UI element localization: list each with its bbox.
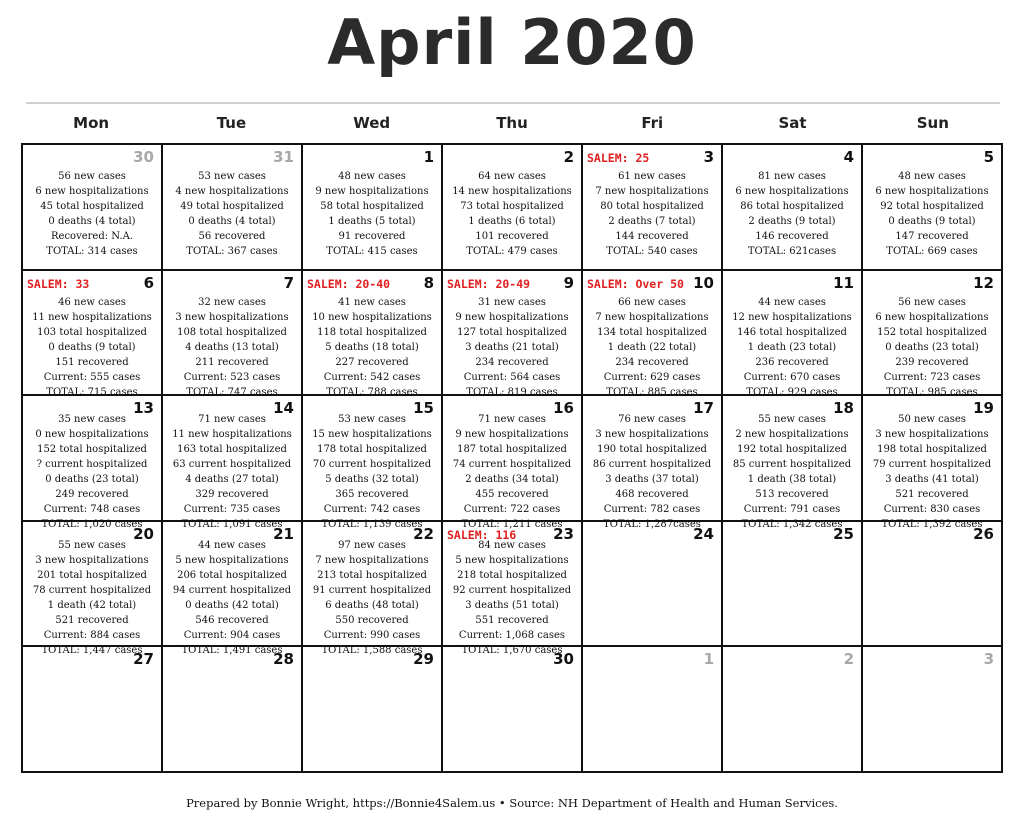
day-number: 19 [973, 399, 994, 418]
stat-line: TOTAL: 1,447 cases [41, 644, 143, 656]
stat-line: Current: 884 cases [43, 629, 141, 641]
day-number: 26 [973, 524, 994, 543]
day-cell [443, 522, 583, 656]
stat-line: 86 total hospitalized [740, 201, 844, 212]
day-stats [23, 538, 161, 658]
stat-line: 211 recovered [195, 356, 269, 368]
stat-line: Current: 555 cases [43, 371, 141, 383]
day-cell [863, 396, 1003, 531]
stat-line: 147 recovered [895, 231, 969, 242]
day-number: 30 [553, 650, 574, 669]
stat-line: 61 new cases [618, 171, 686, 182]
stat-line: 81 new cases [758, 171, 826, 182]
stat-line: 91 current hospitalized [312, 584, 432, 596]
stat-line: 6 new hospitalizations [35, 186, 149, 197]
weekday-label: Wed [353, 114, 391, 132]
day-cell [303, 522, 443, 656]
stat-line: 201 total hospitalized [37, 569, 147, 581]
stat-line: 41 new cases [338, 296, 406, 308]
stat-line: 3 new hospitalizations [595, 429, 709, 441]
stat-line: 192 total hospitalized [737, 444, 847, 456]
stat-line: 49 total hospitalized [180, 201, 284, 212]
stat-line: 7 new hospitalizations [595, 186, 709, 197]
stat-line: 152 total hospitalized [37, 444, 147, 456]
weekday-label: Thu [496, 114, 528, 132]
day-stats [583, 412, 721, 532]
stat-line: TOTAL: 747 cases [186, 386, 278, 398]
stat-line: 74 current hospitalized [452, 459, 572, 471]
stat-line: 7 new hospitalizations [595, 311, 709, 323]
stat-line: 2 new hospitalizations [735, 429, 849, 441]
day-stats [23, 295, 161, 400]
stat-line: 3 deaths (37 total) [605, 474, 699, 486]
stat-line: Current: 564 cases [463, 371, 561, 383]
stat-line: 79 current hospitalized [872, 459, 992, 471]
stat-line: 108 total hospitalized [177, 326, 287, 338]
stat-line: 70 current hospitalized [312, 459, 432, 471]
day-stats [163, 412, 301, 532]
stat-line: 152 total hospitalized [877, 326, 987, 338]
title-divider [26, 102, 1000, 104]
stat-line: 56 recovered [198, 231, 266, 242]
stat-line: 234 recovered [615, 356, 689, 368]
stat-line: TOTAL: 1,342 cases [741, 519, 843, 531]
day-number: 18 [833, 399, 854, 418]
stat-line: 80 total hospitalized [600, 201, 704, 212]
day-cell [723, 271, 863, 397]
day-cell [23, 522, 163, 656]
day-stats [443, 295, 581, 400]
stat-line: 14 new hospitalizations [452, 186, 572, 197]
day-number: 15 [413, 399, 434, 418]
stat-line: 97 new cases [338, 539, 406, 551]
stat-line: 103 total hospitalized [37, 326, 147, 338]
stat-line: 218 total hospitalized [457, 569, 567, 581]
stat-line: 3 deaths (21 total) [465, 341, 559, 353]
day-number: 3 [703, 148, 714, 166]
stat-line: TOTAL: 621cases [747, 246, 837, 257]
stat-line: 6 new hospitalizations [875, 311, 989, 323]
stat-line: 0 deaths (9 total) [888, 216, 976, 227]
stat-line: Current: 722 cases [463, 504, 561, 516]
stat-line: Current: 735 cases [183, 504, 281, 516]
stat-line: 2 deaths (7 total) [608, 216, 696, 227]
stat-line: 12 new hospitalizations [732, 311, 852, 323]
day-number: 14 [273, 399, 294, 418]
stat-line: 1 death (42 total) [47, 599, 137, 611]
day-number: 28 [273, 650, 294, 669]
stat-line: 44 new cases [198, 539, 266, 551]
stat-line: 3 new hospitalizations [875, 429, 989, 441]
stat-line: 48 new cases [338, 171, 406, 182]
stat-line: 9 new hospitalizations [315, 186, 429, 197]
day-number: 1 [703, 650, 714, 669]
day-stats [863, 295, 1001, 400]
day-stats [163, 169, 301, 259]
stat-line: 0 new hospitalizations [35, 429, 149, 441]
stat-line: Current: 830 cases [883, 504, 981, 516]
stat-line: 6 new hospitalizations [875, 186, 989, 197]
stat-line: TOTAL: 367 cases [186, 246, 278, 257]
day-cell [583, 145, 723, 271]
day-number: 29 [413, 650, 434, 669]
stat-line: 76 new cases [618, 414, 686, 426]
stat-line: 329 recovered [195, 489, 269, 501]
day-cell [443, 396, 583, 531]
day-number: 31 [273, 148, 294, 166]
stat-line: 187 total hospitalized [457, 444, 567, 456]
stat-line: 163 total hospitalized [177, 444, 287, 456]
weekday-header [21, 114, 1003, 132]
day-number: 8 [423, 273, 434, 292]
stat-line: 239 recovered [895, 356, 969, 368]
salem-count-label: SALEM: 20-49 [447, 276, 531, 291]
day-stats [303, 169, 441, 259]
stat-line: Current: 542 cases [323, 371, 421, 383]
day-cell [863, 145, 1003, 271]
stat-line: 55 new cases [58, 539, 126, 551]
stat-line: Current: 990 cases [323, 629, 421, 641]
day-cell [583, 271, 723, 397]
day-cell [303, 647, 443, 773]
footer-credit: Prepared by Bonnie Wright, https://Bonnie4Salem.us • Source: NH Department of Health and Human Services. [186, 796, 838, 810]
stat-line: 134 total hospitalized [597, 326, 707, 338]
stat-line: 146 total hospitalized [737, 326, 847, 338]
stat-line: 10 new hospitalizations [312, 311, 432, 323]
stat-line: TOTAL: 1,020 cases [41, 519, 143, 531]
stat-line: TOTAL: 1,670 cases [461, 644, 563, 656]
stat-line: 15 new hospitalizations [312, 429, 432, 441]
stat-line: Current: 523 cases [183, 371, 281, 383]
stat-line: 190 total hospitalized [597, 444, 707, 456]
stat-line: 1 death (38 total) [747, 474, 837, 486]
day-stats [303, 412, 441, 532]
stat-line: 151 recovered [55, 356, 129, 368]
day-number: 16 [553, 399, 574, 418]
stat-line: 3 deaths (51 total) [465, 599, 559, 611]
stat-line: 4 new hospitalizations [175, 186, 289, 197]
stat-line: 48 new cases [898, 171, 966, 182]
stat-line: 84 new cases [478, 539, 546, 551]
stat-line: 5 deaths (32 total) [325, 474, 419, 486]
stat-line: 63 current hospitalized [172, 459, 292, 471]
stat-line: 55 new cases [758, 414, 826, 426]
stat-line: Current: 742 cases [323, 504, 421, 516]
stat-line: 127 total hospitalized [457, 326, 567, 338]
stat-line: 66 new cases [618, 296, 686, 308]
day-stats [863, 169, 1001, 259]
stat-line: 2 deaths (34 total) [465, 474, 559, 486]
stat-line: 9 new hospitalizations [455, 311, 569, 323]
stat-line: 56 new cases [58, 171, 126, 182]
stat-line: 4 deaths (27 total) [185, 474, 279, 486]
day-number: 25 [833, 524, 854, 543]
stat-line: 1 deaths (6 total) [468, 216, 556, 227]
stat-line: Recovered: N.A. [51, 231, 133, 242]
weekday-label: Fri [641, 114, 664, 132]
day-cell [723, 647, 863, 773]
day-number: 24 [693, 524, 714, 543]
stat-line: 546 recovered [195, 614, 269, 626]
stat-line: 53 new cases [198, 171, 266, 182]
stat-line: 71 new cases [478, 414, 546, 426]
stat-line: 6 deaths (48 total) [325, 599, 419, 611]
weekday-label: Sun [916, 114, 949, 132]
weekday-label: Tue [216, 114, 247, 132]
stat-line: Current: 723 cases [883, 371, 981, 383]
salem-count-label: SALEM: 25 [587, 151, 650, 165]
stat-line: TOTAL: 669 cases [886, 246, 978, 257]
stat-line: 50 new cases [898, 414, 966, 426]
stat-line: 31 new cases [478, 296, 546, 308]
day-cell [443, 271, 583, 397]
stat-line: 9 new hospitalizations [455, 429, 569, 441]
day-cell [863, 522, 1003, 648]
stat-line: 92 current hospitalized [452, 584, 572, 596]
day-stats [443, 538, 581, 658]
stat-line: 45 total hospitalized [40, 201, 144, 212]
stat-line: TOTAL: 985 cases [886, 386, 978, 398]
day-cell [583, 396, 723, 531]
stat-line: 3 new hospitalizations [35, 554, 149, 566]
day-number: 2 [843, 650, 854, 669]
page-title: April 2020 [327, 6, 697, 79]
day-cell [443, 145, 583, 271]
stat-line: TOTAL: 929 cases [746, 386, 838, 398]
stat-line: TOTAL: 540 cases [606, 246, 698, 257]
day-stats [443, 412, 581, 532]
stat-line: 551 recovered [475, 614, 549, 626]
day-number: 17 [693, 399, 714, 418]
stat-line: 6 new hospitalizations [735, 186, 849, 197]
stat-line: 5 new hospitalizations [455, 554, 569, 566]
stat-line: 3 new hospitalizations [175, 311, 289, 323]
stat-line: TOTAL: 1,211 cases [461, 519, 563, 531]
day-stats [723, 169, 861, 259]
stat-line: Current: 670 cases [743, 371, 841, 383]
stat-line: Current: 904 cases [183, 629, 281, 641]
salem-count-label: SALEM: 20-40 [307, 276, 391, 291]
stat-line: 513 recovered [755, 489, 829, 501]
day-stats [583, 169, 721, 259]
day-stats [163, 538, 301, 658]
stat-line: 144 recovered [615, 231, 689, 242]
stat-line: 11 new hospitalizations [172, 429, 292, 441]
day-cell [23, 647, 163, 773]
day-number: 11 [833, 273, 854, 292]
day-number: 20 [133, 524, 154, 543]
stat-line: 521 recovered [895, 489, 969, 501]
stat-line: TOTAL: 819 cases [466, 386, 558, 398]
day-stats [303, 538, 441, 658]
stat-line: 234 recovered [475, 356, 549, 368]
weekday-label: Mon [73, 114, 110, 132]
stat-line: TOTAL: 314 cases [46, 246, 138, 257]
stat-line: Current: 1,068 cases [458, 629, 566, 641]
calendar-grid [21, 143, 1003, 773]
stat-line: 206 total hospitalized [177, 569, 287, 581]
stat-line: 58 total hospitalized [320, 201, 424, 212]
day-number: 13 [133, 399, 154, 418]
day-number: 3 [983, 650, 994, 669]
stat-line: 5 new hospitalizations [175, 554, 289, 566]
day-number: 22 [413, 524, 434, 543]
stat-line: 71 new cases [198, 414, 266, 426]
stat-line: 227 recovered [335, 356, 409, 368]
stat-line: 365 recovered [335, 489, 409, 501]
stat-line: ? current hospitalized [36, 459, 148, 471]
stat-line: TOTAL: 1,091 cases [181, 519, 283, 531]
stat-line: 236 recovered [755, 356, 829, 368]
stat-line: 73 total hospitalized [460, 201, 564, 212]
salem-count-label: SALEM: 116 [447, 527, 517, 542]
stat-line: Current: 748 cases [43, 504, 141, 516]
day-number: 12 [973, 273, 994, 292]
stat-line: 521 recovered [55, 614, 129, 626]
stat-line: 32 new cases [198, 296, 266, 308]
stat-line: 249 recovered [55, 489, 129, 501]
day-stats [723, 295, 861, 400]
day-cell [163, 647, 303, 773]
day-stats [23, 412, 161, 532]
stat-line: 0 deaths (4 total) [48, 216, 136, 227]
stat-line: 213 total hospitalized [317, 569, 427, 581]
stat-line: 118 total hospitalized [317, 326, 427, 338]
stat-line: 91 recovered [338, 231, 406, 242]
stat-line: 198 total hospitalized [877, 444, 987, 456]
day-cell [583, 522, 723, 648]
day-cell [863, 271, 1003, 397]
stat-line: TOTAL: 1,139 cases [321, 519, 423, 531]
day-cell [303, 271, 443, 397]
day-stats [303, 295, 441, 400]
stat-line: 455 recovered [475, 489, 549, 501]
stat-line: 92 total hospitalized [880, 201, 984, 212]
day-stats [863, 412, 1001, 532]
stat-line: 0 deaths (9 total) [48, 341, 136, 353]
day-cell [723, 145, 863, 271]
stat-line: 0 deaths (23 total) [45, 474, 139, 486]
day-number: 5 [983, 148, 994, 166]
day-cell [163, 271, 303, 397]
stat-line: 35 new cases [58, 414, 126, 426]
stat-line: Current: 791 cases [743, 504, 841, 516]
stat-line: Current: 782 cases [603, 504, 701, 516]
day-number: 7 [283, 273, 294, 292]
stat-line: TOTAL: 1,392 cases [881, 519, 983, 531]
day-cell [303, 145, 443, 271]
day-cell [303, 396, 443, 531]
stat-line: TOTAL: 715 cases [46, 386, 138, 398]
stat-line: 78 current hospitalized [32, 584, 152, 596]
salem-count-label: SALEM: Over 50 [587, 276, 684, 291]
day-cell [723, 522, 863, 648]
stat-line: 146 recovered [755, 231, 829, 242]
day-cell [723, 396, 863, 531]
stat-line: 4 deaths (13 total) [185, 341, 279, 353]
stat-line: TOTAL: 1,588 cases [321, 644, 423, 656]
day-number: 23 [553, 524, 574, 543]
stat-line: 1 deaths (5 total) [328, 216, 416, 227]
weekday-label: Sat [778, 114, 807, 132]
day-number: 30 [133, 148, 154, 166]
stat-line: TOTAL: 1,287cases [603, 519, 701, 531]
day-number: 21 [273, 524, 294, 543]
day-cell [863, 647, 1003, 773]
stat-line: 64 new cases [478, 171, 546, 182]
stat-line: 86 current hospitalized [592, 459, 712, 471]
stat-line: 56 new cases [898, 296, 966, 308]
stat-line: 85 current hospitalized [732, 459, 852, 471]
stat-line: 550 recovered [335, 614, 409, 626]
day-number: 27 [133, 650, 154, 669]
stat-line: 94 current hospitalized [172, 584, 292, 596]
day-stats [443, 169, 581, 259]
stat-line: 1 death (23 total) [747, 341, 837, 353]
stat-line: 53 new cases [338, 414, 406, 426]
stat-line: 7 new hospitalizations [315, 554, 429, 566]
day-number: 4 [843, 148, 854, 166]
day-stats [723, 412, 861, 532]
day-cell [163, 145, 303, 271]
stat-line: 0 deaths (42 total) [185, 599, 279, 611]
day-number: 9 [563, 273, 574, 292]
day-stats [163, 295, 301, 400]
stat-line: 5 deaths (18 total) [325, 341, 419, 353]
day-stats [23, 169, 161, 259]
day-number: 2 [563, 148, 574, 166]
stat-line: Current: 629 cases [603, 371, 701, 383]
day-cell [23, 271, 163, 397]
day-number: 1 [423, 148, 434, 166]
day-cell [23, 396, 163, 531]
day-stats [583, 295, 721, 400]
day-cell [443, 647, 583, 773]
stat-line: 46 new cases [58, 296, 126, 308]
stat-line: 3 deaths (41 total) [885, 474, 979, 486]
day-cell [583, 647, 723, 773]
stat-line: TOTAL: 788 cases [326, 386, 418, 398]
stat-line: 178 total hospitalized [317, 444, 427, 456]
stat-line: TOTAL: 479 cases [466, 246, 558, 257]
stat-line: 101 recovered [475, 231, 549, 242]
day-cell [163, 522, 303, 656]
stat-line: TOTAL: 1,491 cases [181, 644, 283, 656]
stat-line: 0 deaths (23 total) [885, 341, 979, 353]
stat-line: TOTAL: 415 cases [326, 246, 418, 257]
salem-count-label: SALEM: 33 [27, 276, 90, 291]
stat-line: 0 deaths (4 total) [188, 216, 276, 227]
stat-line: 468 recovered [615, 489, 689, 501]
stat-line: TOTAL: 885 cases [606, 386, 698, 398]
day-cell [23, 145, 163, 271]
stat-line: 11 new hospitalizations [32, 311, 152, 323]
day-number: 6 [143, 273, 154, 292]
day-cell [163, 396, 303, 531]
stat-line: 2 deaths (9 total) [748, 216, 836, 227]
stat-line: 1 death (22 total) [607, 341, 697, 353]
stat-line: 44 new cases [758, 296, 826, 308]
day-number: 10 [693, 273, 714, 292]
